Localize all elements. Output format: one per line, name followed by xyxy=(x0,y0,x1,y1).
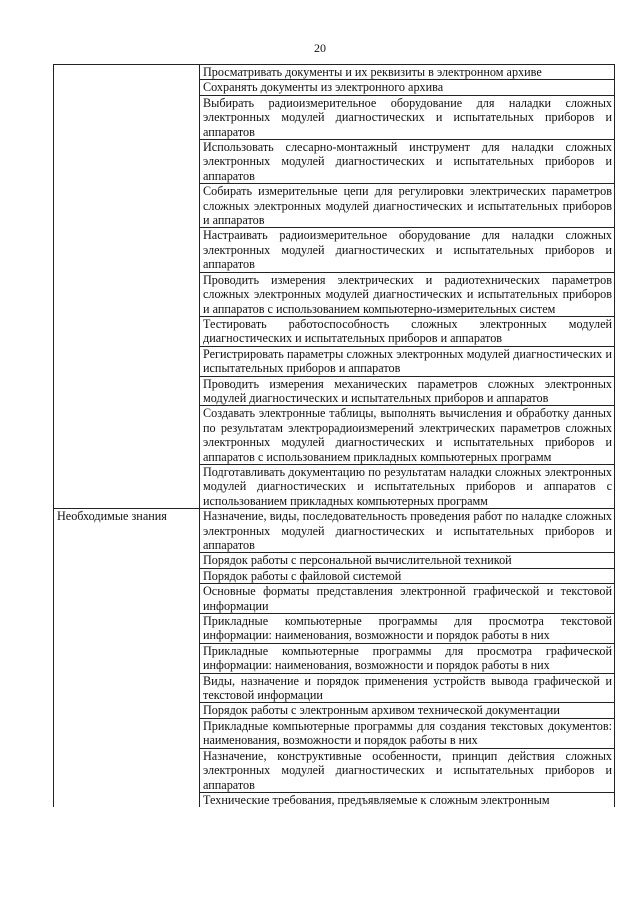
requirement-text: Виды, назначение и порядок применения устройств вывода графической и текстовой информации xyxy=(203,673,612,703)
requirement-text: Выбирать радиоизмерительное оборудование для наладки сложных электронных модулей диагностических и испытательных приборов и аппаратов xyxy=(203,95,612,139)
requirement-text: Прикладные компьютерные программы для просмотра текстовой информации: наименования, возможности и порядок работы в них xyxy=(203,614,612,643)
requirement-text: Просматривать документы и их реквизиты в электронном архиве xyxy=(203,65,542,79)
requirement-cell xyxy=(200,80,615,95)
section-label: Необходимые знания xyxy=(57,509,167,524)
requirement-cell xyxy=(200,748,615,792)
requirement-text: Технические требования, предъявляемые к сложным электронным xyxy=(203,792,550,807)
requirement-cell xyxy=(200,792,615,807)
requirement-text: Регистрировать параметры сложных электронных модулей диагностических и испытательных приборов и аппаратов xyxy=(203,346,612,376)
requirement-cell xyxy=(200,718,615,748)
requirement-text: Проводить измерения механических параметров сложных электронных модулей диагностических и испытательных приборов и аппаратов xyxy=(203,376,612,405)
requirement-text: Порядок работы с персональной вычислительной техникой xyxy=(203,553,512,568)
requirement-text: Сохранять документы из электронного архива xyxy=(203,80,444,95)
requirement-cell xyxy=(200,673,615,703)
requirement-cell xyxy=(200,584,615,614)
requirement-cell xyxy=(200,703,615,718)
requirement-cell xyxy=(200,643,615,673)
requirement-text: Порядок работы с файловой системой xyxy=(203,568,402,583)
requirement-cell xyxy=(200,140,615,184)
requirements-table xyxy=(53,64,615,807)
requirement-text: Прикладные компьютерные программы для создания текстовых документов: наименования, возможности и порядок работы в них xyxy=(203,718,612,748)
requirement-cell xyxy=(200,95,615,139)
requirement-cell xyxy=(200,65,615,80)
page-number: 20 xyxy=(314,41,326,55)
requirement-text: Проводить измерения электрических и радиотехнических параметров сложных электронных модулей диагностических и испытательных приборов и аппаратов с использованием компьютерно-измерительных систем xyxy=(203,272,612,316)
section-label-cell-continued xyxy=(54,65,200,509)
requirement-text: Собирать измерительные цепи для регулировки электрических параметров сложных электронных модулей диагностических и испытательных приборов и аппаратов xyxy=(203,184,612,228)
requirement-cell xyxy=(200,553,615,568)
requirement-text: Подготавливать документацию по результатам наладки сложных электронных модулей диагностических и испытательных приборов и аппаратов с использованием прикладных компьютерных программ xyxy=(203,464,612,508)
requirement-text: Порядок работы с электронным архивом технической документации xyxy=(203,703,560,718)
requirement-cell xyxy=(200,509,615,553)
requirement-cell xyxy=(200,184,615,228)
requirement-cell xyxy=(200,272,615,316)
requirement-text: Назначение, виды, последовательность проведения работ по наладке сложных электронных модулей диагностических и испытательных приборов и аппаратов xyxy=(203,509,612,552)
requirement-cell xyxy=(200,568,615,583)
requirement-text: Назначение, конструктивные особенности, принцип действия сложных электронных модулей диагностических и испытательных приборов и аппаратов xyxy=(203,748,612,792)
requirement-cell xyxy=(200,228,615,272)
requirement-cell xyxy=(200,316,615,346)
requirement-cell xyxy=(200,464,615,508)
requirement-cell xyxy=(200,406,615,465)
requirement-text: Создавать электронные таблицы, выполнять вычисления и обработку данных по результатам электрорадиоизмерений электрических параметров сложных электронных модулей диагностических и испытательных приборов и аппаратов с использованием прикладных компьютерных программ xyxy=(203,406,612,464)
requirement-cell xyxy=(200,346,615,376)
requirements-table-body xyxy=(54,65,615,808)
table-row xyxy=(54,509,615,553)
table-row xyxy=(54,65,615,80)
requirement-cell xyxy=(200,614,615,644)
requirement-text: Настраивать радиоизмерительное оборудование для наладки сложных электронных модулей диагностических и испытательных приборов и аппаратов xyxy=(203,228,612,272)
requirement-text: Прикладные компьютерные программы для просмотра графической информации: наименования, возможности и порядок работы в них xyxy=(203,643,612,673)
requirement-text: Тестировать работоспособность сложных электронных модулей диагностических и испытательных приборов и аппаратов xyxy=(203,316,612,346)
requirement-text: Использовать слесарно-монтажный инструмент для наладки сложных электронных модулей диагностических и испытательных приборов и аппаратов xyxy=(203,140,612,183)
requirement-text: Основные форматы представления электронной графической и текстовой информации xyxy=(203,584,612,613)
requirement-cell xyxy=(200,376,615,406)
section-label-cell-knowledge xyxy=(54,509,200,808)
